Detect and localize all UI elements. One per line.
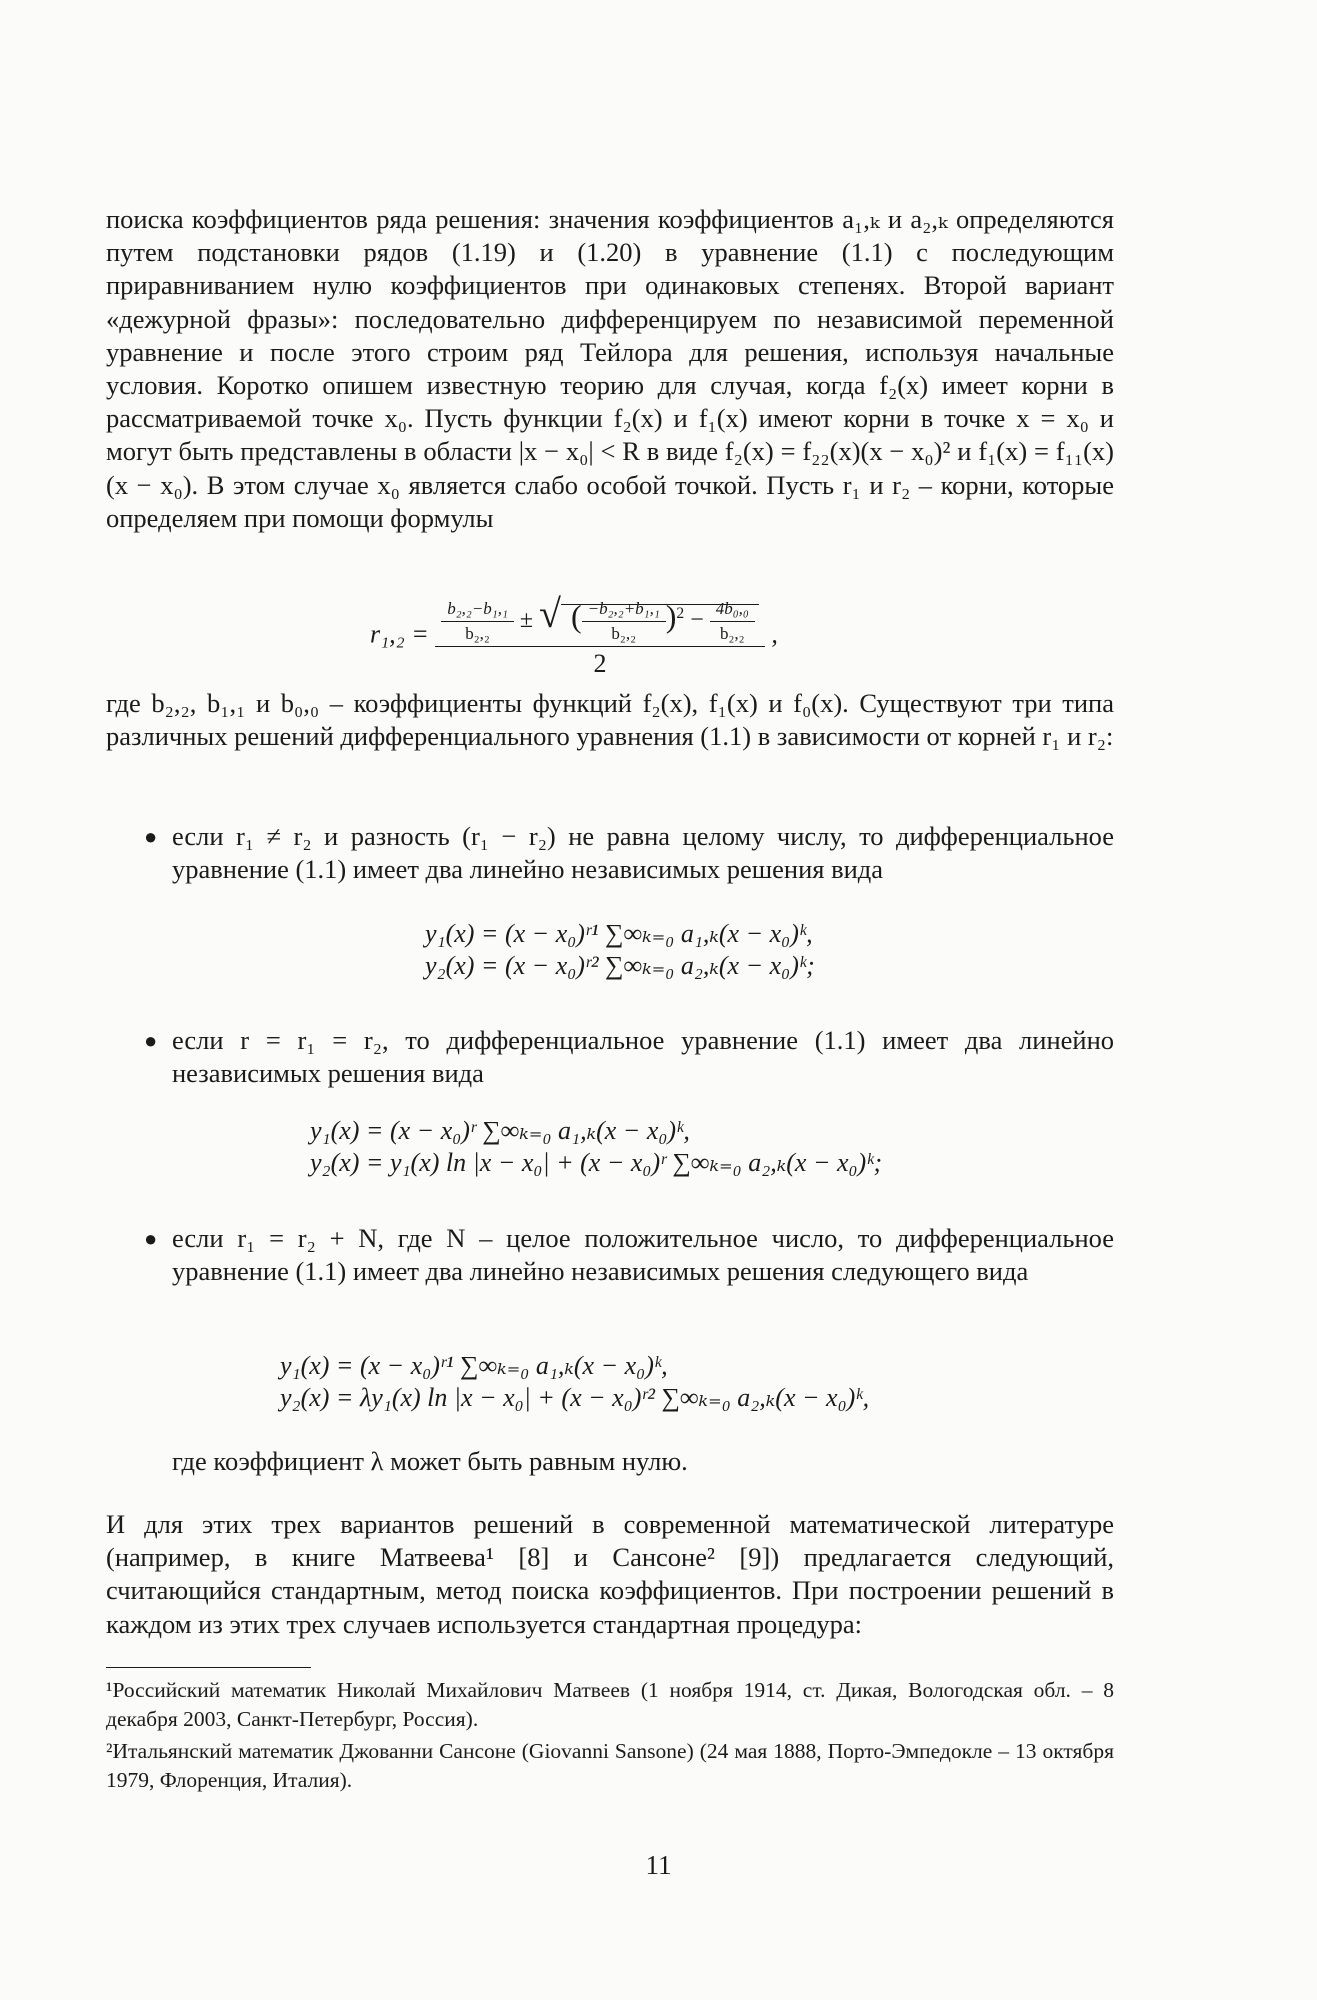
bullet-case-3 <box>106 1222 1114 1288</box>
equation-y2: y₂(x) = y₁(x) ln |x − x₀| + (x − x₀)ʳ ∑∞ₖ₌₀ a₂,ₖ(x − x₀)ᵏ; <box>310 1148 883 1177</box>
bullet-case-2-text: если r = r₁ = r₂, то дифференциальное уравнение (1.1) имеет два линейно независимых решения вида <box>172 1025 1114 1089</box>
bullet-dot-icon: ● <box>144 824 158 849</box>
roots-formula: r₁,₂ = $\frac{\text{b₂,₂−b₁,₁}}{\text{b₂,₂}}$ ± √ ( $\frac{\text{−b₂,₂+b₁,₁}}{\text{b₂,₂}}$ )$^2$ − $\frac{\text{4b₀,₀}}{\text{b₂,₂}}$ 2 , <box>370 591 778 678</box>
bullet-case-3-equations <box>280 1350 869 1414</box>
equation-y1: y₁(x) = (x − x₀)ʳ¹ ∑∞ₖ₌₀ a₁,ₖ(x − x₀)ᵏ, <box>280 1351 668 1380</box>
footnote-1: ¹Российский математик Николай Михайлович Матвеев (1 ноября 1914, ст. Дикая, Вологодская обл. – 8 декабря 2003, Санкт-Петербург, Россия). <box>106 1678 1114 1731</box>
paragraph-types <box>106 687 1114 753</box>
bullet-case-1-text: если r₁ ≠ r₂ и разность (r₁ − r₂) не равна целому числу, то дифференциальное уравнение (1.1) имеет два линейно независимых решения вида <box>172 821 1114 885</box>
roots-main-fraction <box>435 590 765 679</box>
term1-fraction: $\frac{\text{b₂,₂−b₁,₁}}{\text{b₂,₂}}$ <box>441 599 514 644</box>
bullet-case-2-equations <box>310 1115 882 1179</box>
bullet-case-3-text: если r₁ = r₂ + N, где N – целое положительное число, то дифференциальное уравнение (1.1) имеет два линейно независимых решения следующего вида <box>172 1223 1114 1287</box>
page-number: 11 <box>645 1850 672 1880</box>
sqrt-body: ( $\frac{\text{−b₂,₂+b₁,₁}}{\text{b₂,₂}}$ )$^2$ − $\frac{\text{4b₀,₀}}{\text{b₂,₂}}$ <box>561 604 759 633</box>
equation-y2: y₂(x) = (x − x₀)ʳ² ∑∞ₖ₌₀ a₂,ₖ(x − x₀)ᵏ; <box>425 951 815 980</box>
roots-formula-lhs: r₁,₂ = <box>370 619 429 649</box>
sqrt-inner-fraction: $\frac{\text{−b₂,₂+b₁,₁}}{\text{b₂,₂}}$ <box>582 599 666 644</box>
equation-y1: y₁(x) = (x − x₀)ʳ¹ ∑∞ₖ₌₀ a₁,ₖ(x − x₀)ᵏ, <box>425 919 813 948</box>
equation-y2: y₂(x) = λy₁(x) ln |x − x₀| + (x − x₀)ʳ² ∑∞ₖ₌₀ a₂,ₖ(x − x₀)ᵏ, <box>280 1383 870 1412</box>
bullet-case-1 <box>106 820 1114 886</box>
footnote-2: ²Итальянский математик Джованни Сансоне (Giovanni Sansone) (24 мая 1888, Порто-Эмпедокле – 13 октября 1979, Флоренция, Италия). <box>106 1739 1114 1792</box>
bullet-dot-icon: ● <box>144 1226 158 1251</box>
footnote-divider <box>106 1667 311 1668</box>
paragraph-method <box>106 1508 1114 1641</box>
paragraph-types-text: где b₂,₂, b₁,₁ и b₀,₀ – коэффициенты функций f₂(x), f₁(x) и f₀(x). Существуют три типа различных решений дифференциального уравнения (1.1) в зависимости от корней r₁ и r₂: <box>106 688 1114 752</box>
bullet-case-1-equations <box>425 918 815 982</box>
sqrt-sign: √ <box>539 591 561 636</box>
bullet-case-3-note: где коэффициент λ может быть равным нулю. <box>172 1446 688 1476</box>
equation-y1: y₁(x) = (x − x₀)ʳ ∑∞ₖ₌₀ a₁,ₖ(x − x₀)ᵏ, <box>310 1116 690 1145</box>
paragraph-intro-text: поиска коэффициентов ряда решения: значения коэффициентов a₁,ₖ и a₂,ₖ определяются путем подстановки рядов (1.19) и (1.20) в уравнение (1.1) с последующим приравниванием нулю коэффициентов при одинаковых степенях. Второй вариант «дежурной фразы»: последовательно дифференцируем по независимой переменной уравнение и после этого строим ряд Тейлора для решения, используя начальные условия. Коротко опишем известную теорию для случая, когда f₂(x) имеет корни в рассматриваемой точке x₀. Пусть функции f₂(x) и f₁(x) имеют корни в точке x = x₀ и могут быть представлены в области |x − x₀| < R в виде f₂(x) = f₂₂(x)(x − x₀)² и f₁(x) = f₁₁(x)(x − x₀). В этом случае x₀ является слабо особой точкой. Пусть r₁ и r₂ – корни, которые определяем при помощи формулы <box>106 204 1114 533</box>
roots-denominator: 2 <box>593 648 607 678</box>
bullet-case-2 <box>106 1024 1114 1090</box>
paragraph-intro <box>106 203 1114 535</box>
plus-minus-sign: ± <box>519 607 534 633</box>
bullet-dot-icon: ● <box>144 1028 158 1053</box>
paragraph-method-text: И для этих трех вариантов решений в современной математической литературе (например, в книге Матвеева¹ [8] и Сансоне² [9]) предлагается следующий, считающийся стандартным, метод поиска коэффициентов. При построении решений в каждом из этих трех случаев используется стандартная процедура: <box>106 1509 1114 1639</box>
term3-fraction: $\frac{\text{4b₀,₀}}{\text{b₂,₂}}$ <box>710 599 755 644</box>
